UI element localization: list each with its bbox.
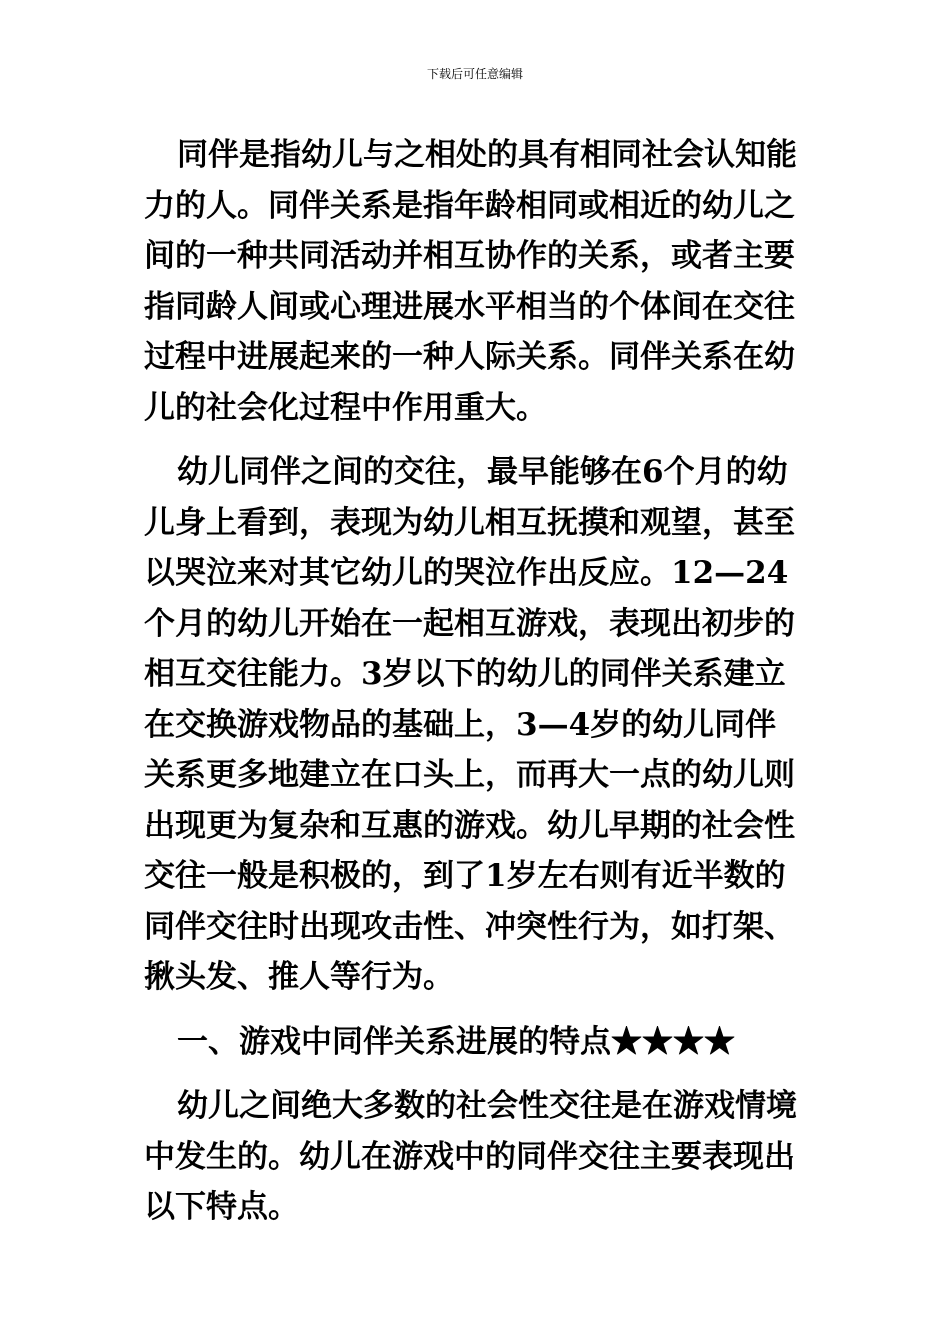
page-header: 下载后可任意编辑	[426, 67, 523, 81]
paragraph-peer-definition: 同伴是指幼儿与之相处的具有相同社会认知能力的人。同伴关系是指年龄相同或相近的幼儿之间的一种共同活动并相互协作的关系，或者主要指同龄人间或心理进展水平相当的个体间在交往过程中进展起来的一种人际关系。同伴关系在幼儿的社会化过程中作用重大。	[144, 137, 797, 426]
section-heading: 一、游戏中同伴关系进展的特点★★★★	[177, 1023, 735, 1060]
paragraph-peer-interaction-development: 幼儿同伴之间的交往，最早能够在6个月的幼儿身上看到，表现为幼儿相互抚摸和观望，甚至以哭泣来对其它幼儿的哭泣作出反应。12—24个月的幼儿开始在一起相互游戏，表现出初步的相互交往能力。3岁以下的幼儿的同伴关系建立在交换游戏物品的基础上，3—4岁的幼儿同伴关系更多地建立在口头上，而再大一点的幼儿则出现更为复杂和互惠的游戏。幼儿早期的社会性交往一般是积极的，到了1岁左右则有近半数的同伴交往时出现攻击性、冲突性行为，如打架、揪头发、推人等行为。	[144, 454, 795, 995]
document-body	[144, 130, 806, 1247]
paragraph-game-interaction: 幼儿之间绝大多数的社会性交往是在游戏情境中发生的。幼儿在游戏中的同伴交往主要表现出以下特点。	[144, 1088, 797, 1225]
